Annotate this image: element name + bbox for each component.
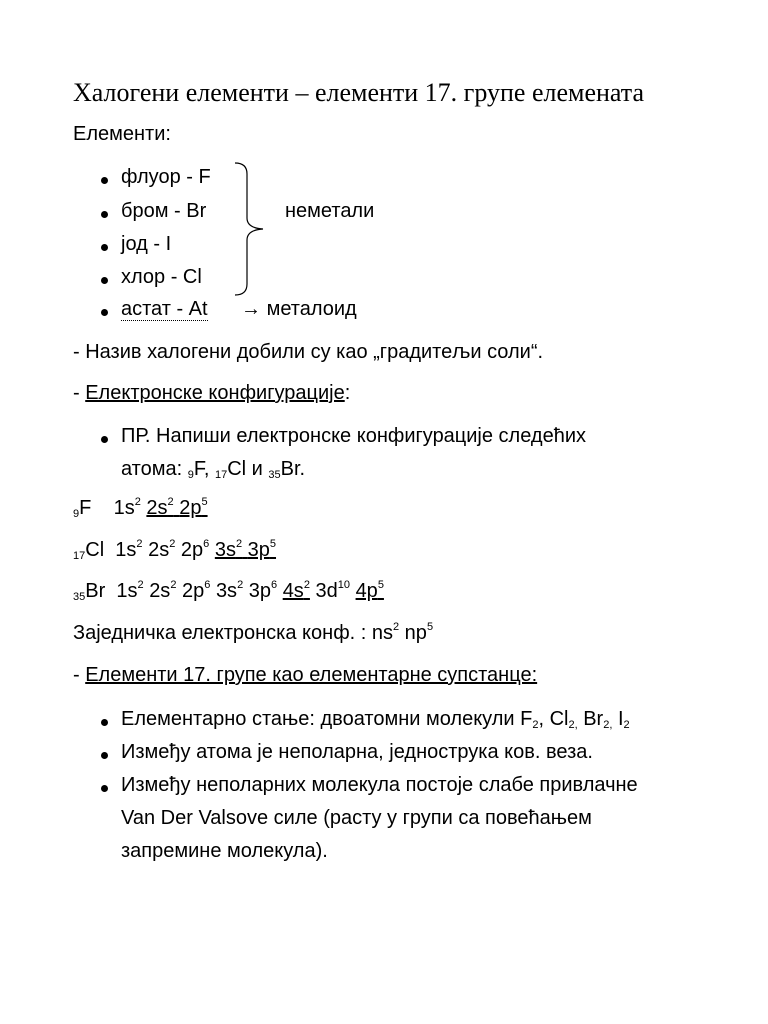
bullet-dot (101, 277, 108, 284)
vdw-line-2: Van Der Valsove силе (расту у групи са повећањем (121, 807, 592, 829)
document-title: Халогени елементи – елементи 17. групе елемената (73, 78, 645, 107)
name-origin-line: - Назив халогени добили су као „градитељи соли“. (73, 341, 544, 363)
list-item (121, 298, 208, 321)
bullet-dot (101, 244, 108, 251)
task-line-1: ПР. Напиши електронске конфигурације следећих (121, 425, 586, 447)
config-heading: - Електронске конфигурације: (73, 382, 351, 404)
common-config: Заједничка електронска конф. : $ns^2$ $np^5$ (73, 621, 434, 644)
bromine-config: $_{35}$Br $1s^2$ $2s^2$ $2p^6$ $3s^2$ $3p^6$ $4s^2$ $3d^{10}$ $4p^5$ (73, 579, 384, 603)
arrow-right-icon: → (241, 298, 261, 320)
bond-line: Између атома је неполарна, једнострука ков. веза. (121, 741, 593, 763)
right-brace-icon (233, 162, 267, 296)
task-line-2: атома: $_9$F, $_{17}$Cl и $_{35}$Br. (121, 458, 306, 481)
vdw-line-1: Између неполарних молекула постоје слабе привлачне (121, 774, 638, 796)
elements-label: Елементи: (73, 123, 171, 145)
fluorine-config: $_9$F $1s^2$ $2s^2$ $2p^5$ (73, 496, 208, 520)
elemental-state-line: Елементарно стање: двоатомни молекули $F_2$, $Cl_{2,}$ $Br_{2,}$ $I_2$ (121, 708, 630, 731)
vdw-line-3: запремине молекула). (121, 840, 328, 862)
list-item: бром - Br (121, 200, 207, 222)
bullet-dot (101, 436, 108, 443)
list-item: хлор - Cl (121, 266, 202, 288)
bullet-dot (101, 177, 108, 184)
metalloid-note (241, 298, 357, 321)
bullet-dot (101, 752, 108, 759)
astatine-text: астат - At (121, 298, 208, 320)
nonmetals-label: неметали (285, 200, 375, 222)
bullet-dot (101, 309, 108, 316)
bullet-dot (101, 211, 108, 218)
bullet-dot (101, 785, 108, 792)
metalloid-label: металоид (266, 298, 357, 320)
substances-heading: - Елементи 17. групе као елементарне супстанце: (73, 664, 538, 686)
bullet-dot (101, 719, 108, 726)
list-item: јод - I (121, 233, 172, 255)
list-item: флуор - F (121, 166, 211, 188)
chlorine-config: $_{17}$Cl $1s^2$ $2s^2$ $2p^6$ $3s^2$ $3p^5$ (73, 538, 277, 562)
